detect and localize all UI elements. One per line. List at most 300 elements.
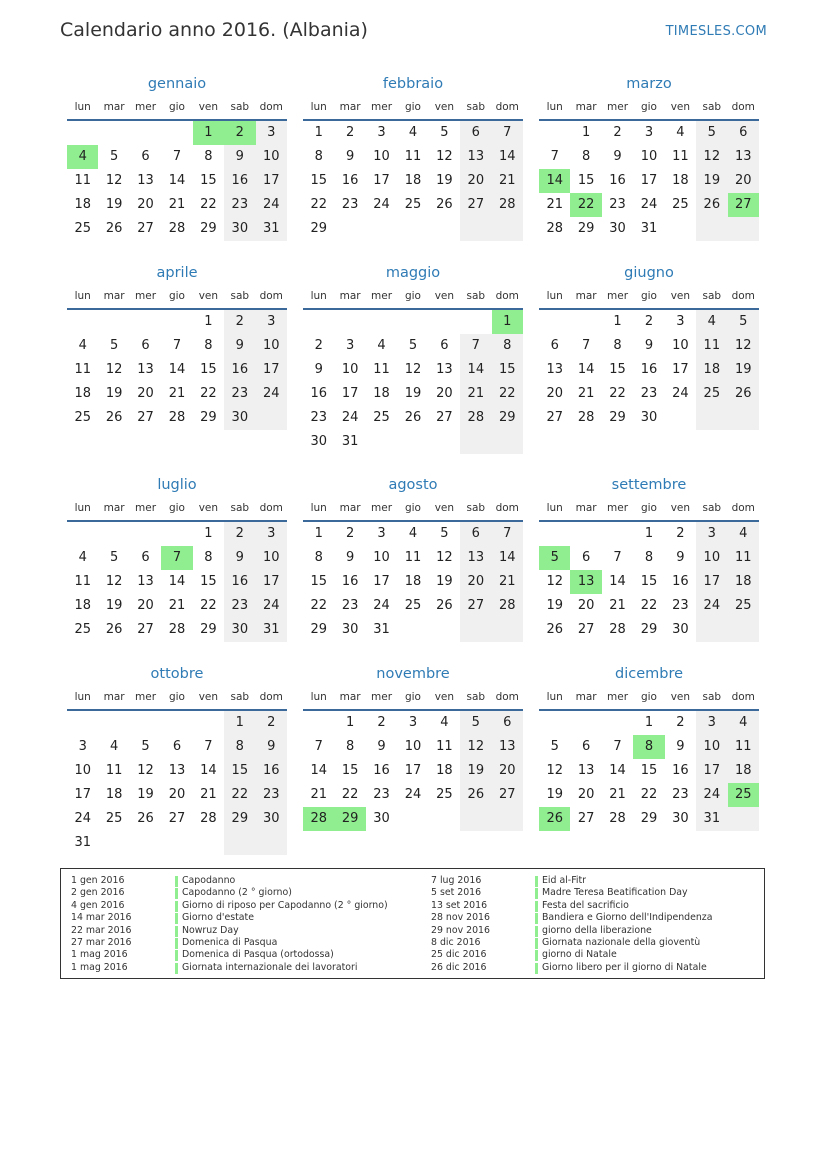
- day-cell: 27: [137, 221, 154, 236]
- day-cell: 1: [581, 125, 591, 140]
- day-cell: 5: [408, 338, 418, 353]
- empty-cell: [397, 807, 428, 831]
- day-cell: 30: [224, 406, 255, 430]
- day-cell: 21: [168, 197, 186, 212]
- month-name: aprile: [156, 265, 198, 281]
- weekday-label: mar: [103, 502, 125, 514]
- day-cell: 7: [581, 338, 591, 353]
- month-name: dicembre: [614, 666, 684, 682]
- day-cell: 11: [373, 362, 390, 377]
- holiday-color-swatch: [175, 963, 178, 974]
- day-cell: 13: [728, 145, 759, 169]
- day-grid: [303, 711, 523, 831]
- weekday-label: dom: [495, 502, 519, 514]
- day-cell: 8: [204, 338, 213, 353]
- day-cell: 21: [460, 382, 491, 406]
- day-cell: 8: [613, 338, 622, 353]
- day-grid: [303, 310, 523, 454]
- day-cell: 14: [609, 763, 626, 778]
- day-cell: 5: [696, 121, 727, 145]
- empty-cell: [696, 406, 727, 430]
- day-cell: 18: [74, 386, 91, 401]
- weekday-label: gio: [168, 502, 185, 514]
- day-cell: 4: [728, 522, 759, 546]
- day-cell: 17: [373, 574, 390, 589]
- day-cell: 20: [137, 197, 154, 212]
- day-cell: 27: [137, 410, 154, 425]
- empty-cell: [460, 430, 491, 454]
- day-cell: 26: [105, 622, 123, 637]
- day-cell: 3: [696, 711, 727, 735]
- day-cell: 24: [696, 594, 727, 618]
- weekday-label: mer: [371, 691, 393, 703]
- day-cell: 28: [609, 811, 626, 826]
- legend-holiday-name: Domenica di Pasqua (ortodossa): [182, 949, 334, 961]
- day-cell: 17: [256, 169, 287, 193]
- legend-holiday-name: Giornata internazionale dei lavoratori: [182, 961, 358, 973]
- day-cell: 27: [168, 811, 186, 826]
- legend-date: 1 mag 2016: [71, 949, 128, 961]
- empty-cell: [429, 807, 460, 831]
- weekday-label: mar: [575, 290, 597, 302]
- day-cell: 19: [546, 787, 563, 802]
- day-cell: 24: [74, 811, 91, 826]
- weekday-label: mar: [339, 691, 361, 703]
- weekday-label: dom: [731, 691, 755, 703]
- day-cell: 30: [310, 434, 327, 449]
- day-cell: 4: [67, 145, 98, 169]
- empty-cell: [429, 430, 460, 454]
- day-cell: 22: [570, 193, 601, 217]
- day-cell: 12: [546, 574, 563, 589]
- day-cell: 22: [640, 598, 658, 613]
- weekday-label: ven: [198, 290, 219, 302]
- day-cell: 31: [341, 434, 359, 449]
- empty-cell: [98, 711, 129, 735]
- day-cell: 13: [492, 735, 523, 759]
- day-cell: 28: [492, 594, 523, 618]
- holiday-color-swatch: [175, 950, 178, 961]
- day-cell: 22: [492, 382, 523, 406]
- day-cell: 14: [609, 574, 626, 589]
- day-cell: 21: [310, 787, 327, 802]
- day-cell: 21: [609, 598, 626, 613]
- day-cell: 25: [404, 598, 422, 613]
- empty-cell: [256, 831, 287, 855]
- day-cell: 3: [377, 526, 386, 541]
- day-cell: 10: [256, 546, 287, 570]
- day-cell: 26: [539, 807, 570, 831]
- day-cell: 24: [640, 197, 658, 212]
- day-cell: 2: [613, 125, 622, 140]
- day-cell: 22: [224, 783, 255, 807]
- day-cell: 8: [314, 149, 323, 164]
- empty-cell: [429, 310, 460, 334]
- day-cell: 7: [161, 546, 192, 570]
- day-cell: 30: [224, 618, 255, 642]
- day-cell: 30: [609, 221, 626, 236]
- day-cell: 9: [256, 735, 287, 759]
- day-cell: 7: [492, 121, 523, 145]
- month-name: ottobre: [150, 666, 204, 682]
- weekday-label: mar: [575, 691, 597, 703]
- weekday-label: mar: [339, 502, 361, 514]
- day-cell: 19: [137, 787, 154, 802]
- legend-date: 27 mar 2016: [71, 936, 132, 948]
- day-cell: 27: [460, 193, 491, 217]
- day-grid: [539, 711, 759, 831]
- holiday-color-swatch: [535, 950, 538, 961]
- day-cell: 18: [436, 763, 453, 778]
- day-cell: 30: [373, 811, 390, 826]
- day-cell: 2: [314, 338, 323, 353]
- legend-holiday-name: Giorno di riposo per Capodanno (2 ° giorno): [182, 899, 388, 911]
- weekday-label: lun: [74, 691, 91, 703]
- empty-cell: [460, 310, 491, 334]
- day-cell: 14: [200, 763, 217, 778]
- day-cell: 5: [440, 125, 449, 140]
- day-cell: 28: [303, 807, 334, 831]
- weekday-label: sab: [230, 101, 250, 113]
- day-cell: 18: [672, 173, 689, 188]
- day-cell: 23: [224, 382, 255, 406]
- day-cell: 26: [546, 622, 563, 637]
- month-name: novembre: [376, 666, 450, 682]
- empty-cell: [224, 831, 255, 855]
- day-cell: 6: [460, 121, 491, 145]
- weekday-label: gio: [168, 290, 185, 302]
- empty-cell: [570, 711, 601, 735]
- day-cell: 25: [74, 410, 91, 425]
- day-cell: 22: [200, 386, 217, 401]
- day-cell: 11: [672, 149, 689, 164]
- day-cell: 8: [204, 550, 213, 565]
- legend-date: 5 set 2016: [431, 887, 482, 899]
- empty-cell: [334, 310, 365, 334]
- day-cell: 2: [224, 121, 255, 145]
- day-cell: 20: [577, 598, 595, 613]
- empty-cell: [397, 217, 428, 241]
- holiday-color-swatch: [175, 938, 178, 949]
- day-cell: 21: [492, 570, 523, 594]
- day-cell: 15: [200, 362, 217, 377]
- day-cell: 25: [74, 622, 91, 637]
- month-settembre: [539, 472, 759, 642]
- empty-cell: [602, 711, 633, 735]
- day-cell: 26: [436, 197, 453, 212]
- day-cell: 5: [460, 711, 491, 735]
- day-cell: 22: [609, 386, 626, 401]
- day-cell: 7: [460, 334, 491, 358]
- weekday-label: lun: [546, 290, 563, 302]
- empty-cell: [67, 711, 98, 735]
- day-cell: 29: [200, 221, 217, 236]
- empty-cell: [98, 831, 129, 855]
- day-cell: 13: [168, 763, 186, 778]
- day-cell: 18: [404, 574, 422, 589]
- empty-cell: [303, 310, 334, 334]
- empty-cell: [193, 831, 224, 855]
- day-cell: 14: [577, 362, 595, 377]
- day-cell: 4: [696, 310, 727, 334]
- day-cell: 7: [204, 739, 213, 754]
- empty-cell: [665, 217, 696, 241]
- day-cell: 18: [728, 759, 759, 783]
- day-cell: 26: [696, 193, 727, 217]
- day-cell: 7: [172, 149, 182, 164]
- weekday-label: dom: [731, 502, 755, 514]
- day-cell: 9: [613, 149, 622, 164]
- legend-holiday-name: Giorno d'estate: [182, 912, 254, 924]
- day-cell: 18: [728, 570, 759, 594]
- weekday-label: mer: [135, 691, 157, 703]
- legend-date: 13 set 2016: [431, 899, 488, 911]
- weekday-label: mer: [607, 290, 629, 302]
- day-cell: 10: [696, 735, 727, 759]
- day-cell: 22: [310, 598, 327, 613]
- day-cell: 12: [105, 362, 123, 377]
- day-cell: 26: [728, 382, 759, 406]
- empty-cell: [397, 618, 428, 642]
- day-cell: 20: [137, 386, 154, 401]
- day-cell: 11: [404, 550, 422, 565]
- day-cell: 6: [581, 550, 591, 565]
- day-cell: 16: [373, 763, 390, 778]
- weekday-label: mar: [103, 691, 125, 703]
- weekday-label: mer: [607, 502, 629, 514]
- weekday-label: gio: [640, 290, 657, 302]
- day-cell: 21: [546, 197, 563, 212]
- day-cell: 3: [676, 314, 685, 329]
- day-cell: 29: [334, 807, 365, 831]
- day-cell: 30: [672, 622, 689, 637]
- weekday-label: gio: [404, 691, 421, 703]
- legend-date: 4 gen 2016: [71, 899, 125, 911]
- day-cell: 2: [676, 526, 685, 541]
- day-cell: 8: [204, 149, 213, 164]
- weekday-label: gio: [168, 101, 185, 113]
- day-cell: 13: [137, 574, 154, 589]
- day-cell: 8: [314, 550, 323, 565]
- day-cell: 17: [341, 386, 359, 401]
- day-cell: 19: [546, 598, 563, 613]
- day-cell: 18: [105, 787, 123, 802]
- month-marzo: [539, 71, 759, 241]
- weekday-label: lun: [310, 502, 327, 514]
- day-cell: 5: [728, 310, 759, 334]
- day-cell: 13: [436, 362, 453, 377]
- day-cell: 24: [256, 594, 287, 618]
- month-aprile: [67, 260, 287, 430]
- day-cell: 20: [137, 598, 154, 613]
- day-cell: 12: [460, 735, 491, 759]
- weekday-label: ven: [198, 691, 219, 703]
- legend-date: 25 dic 2016: [431, 949, 487, 961]
- day-cell: 17: [373, 173, 390, 188]
- empty-cell: [539, 711, 570, 735]
- day-cell: 19: [436, 173, 453, 188]
- month-name: maggio: [385, 265, 441, 281]
- day-cell: 12: [728, 334, 759, 358]
- weekday-label: lun: [546, 691, 563, 703]
- month-gennaio: [67, 71, 287, 241]
- day-cell: 14: [492, 145, 523, 169]
- legend-holiday-name: Eid al-Fitr: [542, 875, 587, 886]
- day-cell: 19: [105, 197, 123, 212]
- day-cell: 29: [609, 410, 626, 425]
- month-dicembre: [539, 661, 759, 831]
- weekday-label: lun: [546, 502, 563, 514]
- day-cell: 29: [310, 622, 327, 637]
- day-cell: 2: [644, 314, 654, 329]
- day-cell: 1: [224, 711, 255, 735]
- day-cell: 22: [200, 197, 217, 212]
- holiday-color-swatch: [535, 938, 538, 949]
- day-cell: 25: [728, 594, 759, 618]
- weekday-label: mer: [607, 101, 629, 113]
- day-cell: 29: [224, 807, 255, 831]
- day-cell: 26: [105, 221, 123, 236]
- day-cell: 26: [105, 410, 123, 425]
- empty-cell: [460, 618, 491, 642]
- day-grid: [539, 121, 759, 241]
- day-cell: 19: [105, 386, 123, 401]
- day-cell: 15: [200, 574, 217, 589]
- empty-cell: [539, 522, 570, 546]
- empty-cell: [570, 522, 601, 546]
- day-cell: 28: [609, 622, 626, 637]
- day-cell: 10: [341, 362, 359, 377]
- weekday-label: sab: [466, 691, 486, 703]
- day-cell: 3: [644, 125, 654, 140]
- legend-holiday-name: Madre Teresa Beatification Day: [542, 887, 688, 899]
- empty-cell: [696, 618, 727, 642]
- day-cell: 24: [404, 787, 422, 802]
- day-cell: 29: [310, 221, 327, 236]
- weekday-label: gio: [168, 691, 185, 703]
- empty-cell: [303, 711, 334, 735]
- empty-cell: [130, 310, 161, 334]
- weekday-label: sab: [702, 691, 722, 703]
- day-cell: 19: [436, 574, 453, 589]
- day-cell: 2: [256, 711, 287, 735]
- day-cell: 18: [74, 598, 91, 613]
- holiday-color-swatch: [535, 963, 538, 974]
- empty-cell: [460, 807, 491, 831]
- day-cell: 23: [310, 410, 327, 425]
- day-cell: 15: [224, 759, 255, 783]
- day-cell: 10: [256, 334, 287, 358]
- month-maggio: [303, 260, 523, 454]
- day-cell: 20: [577, 787, 595, 802]
- day-cell: 20: [168, 787, 186, 802]
- day-cell: 12: [696, 145, 727, 169]
- weekday-label: mer: [371, 502, 393, 514]
- day-cell: 14: [460, 358, 491, 382]
- day-cell: 14: [168, 574, 186, 589]
- weekday-label: lun: [74, 101, 91, 113]
- empty-cell: [366, 430, 397, 454]
- empty-cell: [98, 121, 129, 145]
- day-cell: 7: [172, 338, 182, 353]
- empty-cell: [492, 807, 523, 831]
- day-cell: 9: [224, 546, 255, 570]
- day-cell: 10: [373, 550, 390, 565]
- weekday-label: mer: [135, 101, 157, 113]
- day-cell: 5: [550, 739, 559, 754]
- day-cell: 16: [341, 173, 359, 188]
- day-cell: 29: [200, 622, 217, 637]
- weekday-header: [67, 286, 287, 310]
- day-cell: 22: [341, 787, 359, 802]
- day-cell: 15: [341, 763, 359, 778]
- holiday-legend: [60, 868, 765, 979]
- day-cell: 19: [728, 358, 759, 382]
- holiday-color-swatch: [535, 926, 538, 937]
- legend-holiday-name: Capodanno: [182, 875, 236, 886]
- day-cell: 10: [256, 145, 287, 169]
- month-name: agosto: [388, 477, 438, 493]
- month-febbraio: [303, 71, 523, 241]
- legend-date: 8 dic 2016: [431, 936, 481, 948]
- empty-cell: [366, 310, 397, 334]
- brand-link[interactable]: TIMESLES.COM: [665, 24, 767, 39]
- holiday-color-swatch: [175, 913, 178, 924]
- weekday-label: ven: [198, 502, 219, 514]
- weekday-label: dom: [731, 290, 755, 302]
- weekday-label: mar: [575, 502, 597, 514]
- weekday-label: mer: [135, 502, 157, 514]
- day-cell: 11: [74, 362, 91, 377]
- day-cell: 6: [440, 338, 449, 353]
- day-cell: 17: [256, 570, 287, 594]
- empty-cell: [397, 430, 428, 454]
- day-cell: 17: [404, 763, 422, 778]
- month-name: luglio: [157, 477, 197, 493]
- day-cell: 28: [546, 221, 563, 236]
- weekday-header: [67, 498, 287, 522]
- day-cell: 24: [256, 382, 287, 406]
- day-cell: 14: [168, 362, 186, 377]
- day-cell: 19: [696, 169, 727, 193]
- empty-cell: [130, 831, 161, 855]
- day-cell: 24: [373, 197, 390, 212]
- day-cell: 12: [546, 763, 563, 778]
- day-cell: 17: [696, 759, 727, 783]
- weekday-label: mar: [339, 290, 361, 302]
- day-cell: 23: [672, 598, 689, 613]
- day-cell: 31: [256, 217, 287, 241]
- weekday-label: gio: [404, 502, 421, 514]
- day-cell: 1: [644, 526, 654, 541]
- day-cell: 11: [728, 546, 759, 570]
- day-cell: 25: [404, 197, 422, 212]
- day-cell: 16: [609, 173, 626, 188]
- day-cell: 17: [640, 173, 658, 188]
- day-cell: 4: [440, 715, 449, 730]
- day-cell: 4: [408, 125, 418, 140]
- weekday-label: sab: [702, 290, 722, 302]
- empty-cell: [429, 217, 460, 241]
- month-name: febbraio: [382, 76, 444, 92]
- day-cell: 8: [644, 550, 654, 565]
- empty-cell: [161, 310, 192, 334]
- day-cell: 23: [341, 598, 359, 613]
- weekday-label: gio: [640, 691, 657, 703]
- weekday-label: dom: [259, 290, 283, 302]
- weekday-label: gio: [404, 290, 421, 302]
- day-cell: 19: [105, 598, 123, 613]
